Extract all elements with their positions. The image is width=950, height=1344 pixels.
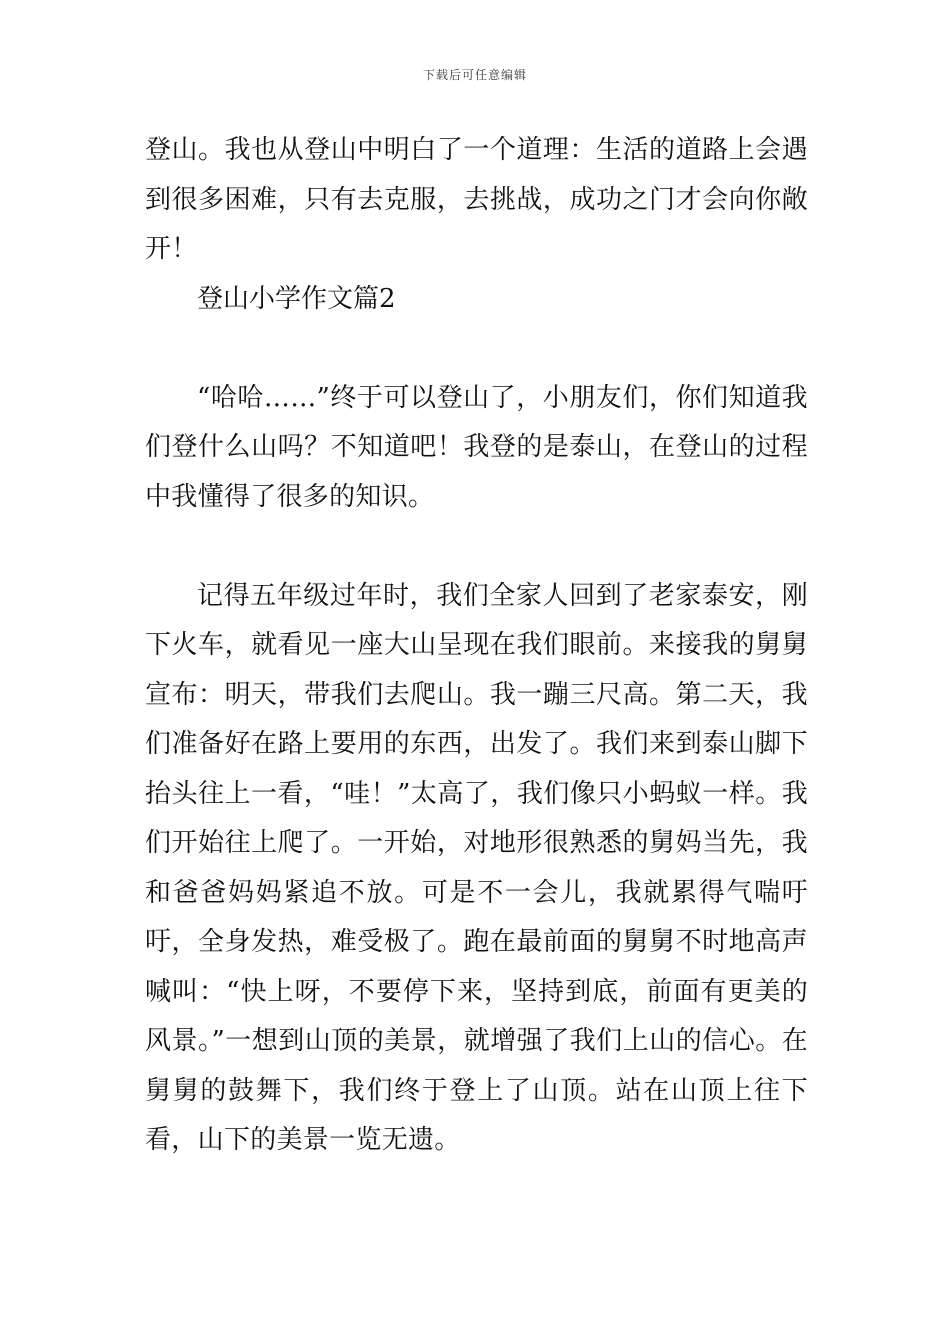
document-body bbox=[145, 126, 808, 1166]
paragraph-intro: “哈哈……”终于可以登山了，小朋友们，你们知道我们登什么山吗？不知道吧！我登的是泰山，在登山的过程中我懂得了很多的知识。 bbox=[145, 382, 808, 512]
paragraph-story: 记得五年级过年时，我们全家人回到了老家泰安，刚下火车，就看见一座大山呈现在我们眼前。来接我的舅舅宣布：明天，带我们去爬山。我一蹦三尺高。第二天，我们准备好在路上要用的东西，出发了。我们来到泰山脚下抬头往上一看，“哇！”太高了，我们像只小蚂蚁一样。我们开始往上爬了。一开始，对地形很熟悉的舅妈当先，我和爸爸妈妈紧追不放。可是不一会儿，我就累得气喘吁吁，全身发热，难受极了。跑在最前面的舅舅不时地高声喊叫：“快上呀，不要停下来，坚持到底，前面有更美的风景。”一想到山顶的美景，就增强了我们上山的信心。在舅舅的鼓舞下，我们终于登上了山顶。站在山顶上往下看，山下的美景一览无遗。 bbox=[145, 580, 808, 1155]
paragraph-continuation: 登山。我也从登山中明白了一个道理：生活的道路上会遇到很多困难，只有去克服，去挑战，成功之门才会向你敞开！ bbox=[145, 135, 808, 264]
page-header: 下载后可任意编辑 bbox=[422, 68, 527, 82]
section-title: 登山小学作文篇2 bbox=[197, 283, 396, 314]
